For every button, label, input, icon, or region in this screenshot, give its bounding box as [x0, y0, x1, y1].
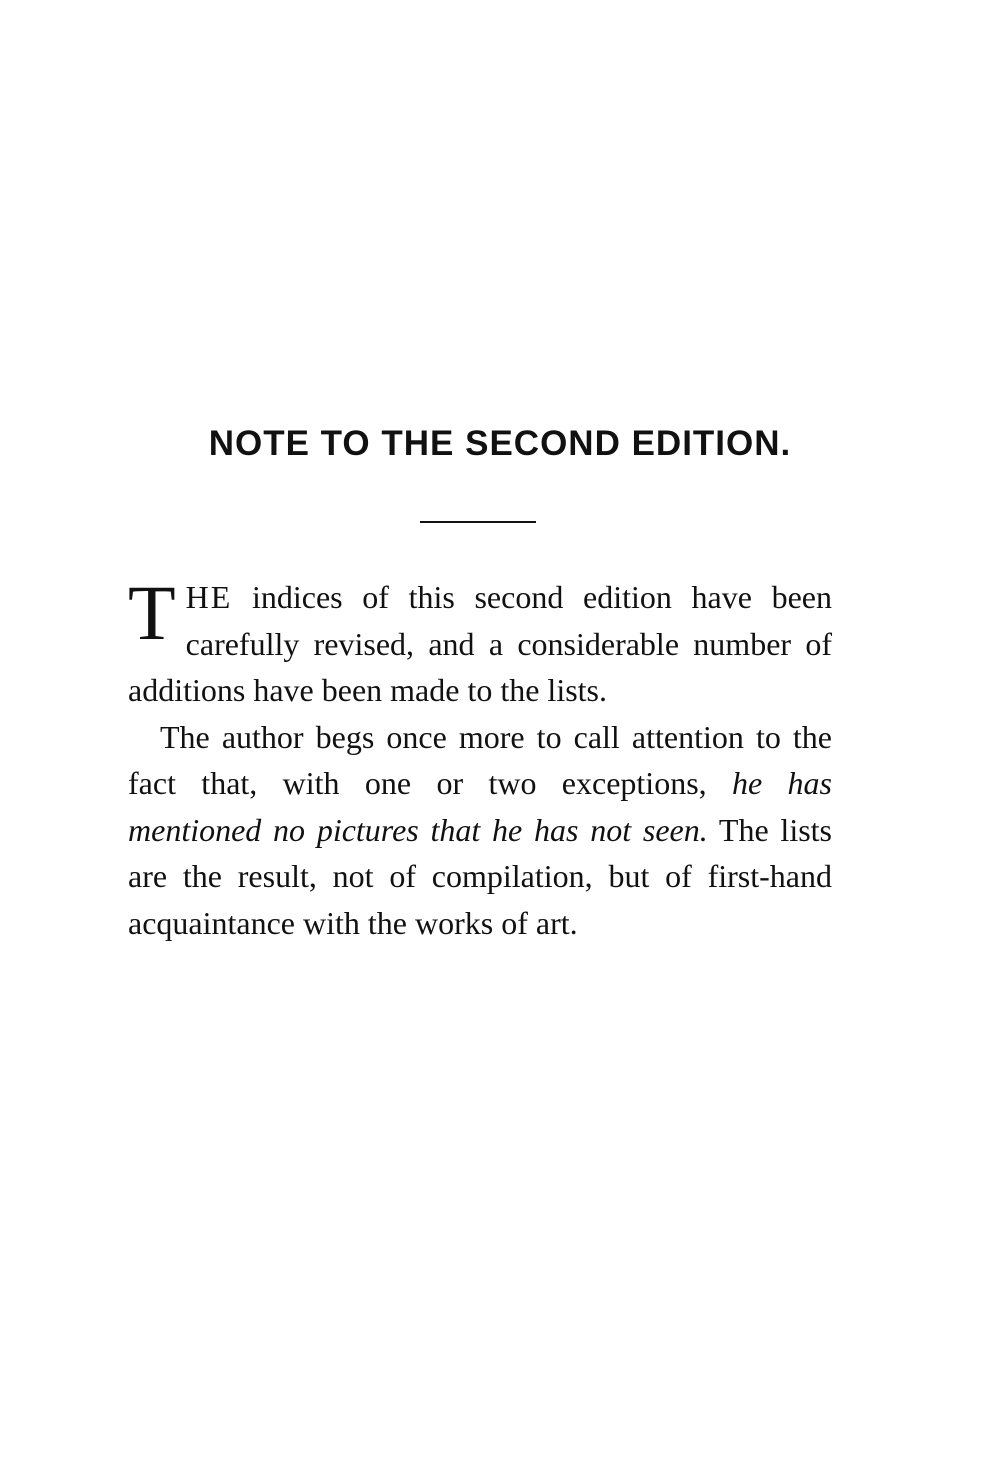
note-body [128, 569, 833, 946]
paragraph-2 [128, 714, 832, 947]
paragraph-2-text-after: The lists are the result, not of compilation, but of first-hand acquaintance with the works of art. [128, 811, 833, 941]
paragraph-2-emphasis: he has mentioned no pictures that he has not seen. [128, 765, 833, 848]
paragraph-2-text-before: The author begs once more to call attention to the fact that, with one or two exceptions, [128, 718, 832, 801]
title-divider [420, 521, 536, 523]
drop-cap: T [128, 569, 176, 656]
first-word-rest: HE [185, 579, 233, 615]
paragraph-1-text: indices of this second edition have been carefully revised, and a considerable number of additions have been made to the lists. [128, 579, 832, 708]
page-title: NOTE TO THE SECOND EDITION. [208, 424, 792, 463]
paragraph-1 [128, 569, 832, 714]
